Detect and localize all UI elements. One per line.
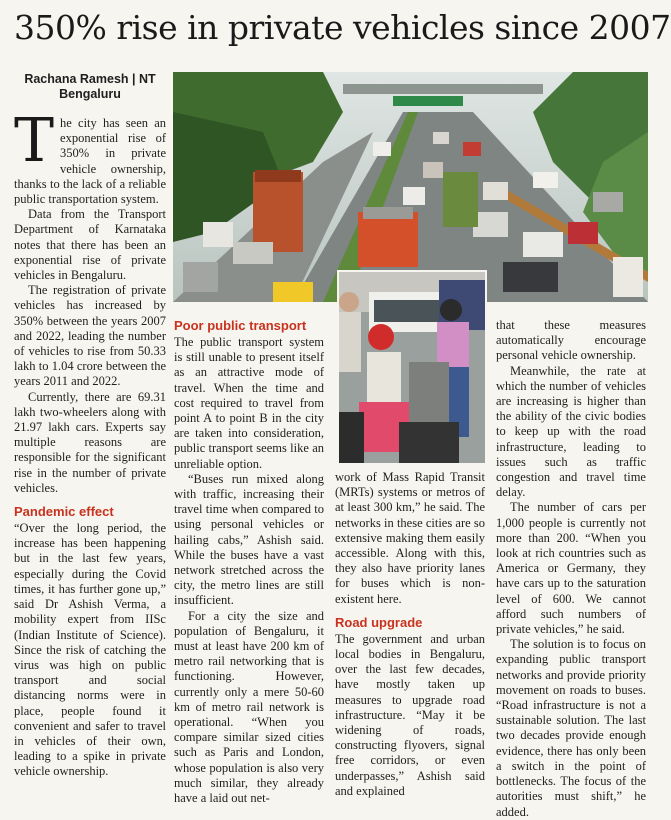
- paragraph: The government and urban local bodies in Bengaluru, over the last few decades, have mostly taken up measures to upgrade road infrastructure. “May it be widening of roads, constructing flyovers, signal free corridors, or even underpasses,” Ashish said and explained: [335, 631, 485, 798]
- subhead-poor-public-transport: Poor public transport: [174, 318, 307, 333]
- paragraph: Currently, there are 69.31 lakh two-wheelers along with 21.97 lakh cars. Experts say multiple reasons are responsible for the significant rise in the number of private vehicles.: [14, 389, 166, 495]
- drop-cap: T: [14, 106, 55, 176]
- paragraph: “Buses run mixed along with traffic, increasing their travel time when compared to using personal vehicles or hailing cabs,” Ashish said. While the buses have a vast network stretched across the city, the metro lines are still insufficient.: [174, 471, 324, 608]
- subhead-pandemic-effect: Pandemic effect: [14, 504, 114, 520]
- paragraph: The solution is to focus on expanding public transport networks and provide priority movement on roads to buses. “Road infrastructure is not a sustainable solution. The last two decades provide enough evidence, there has only been a switch in the point of bottlenecks. The focus of the autorities must shift,” he added.: [496, 637, 646, 819]
- paragraph: “Over the long period, the increase has been happening but in the last few years, especially during the Covid times, it has further gone up,” said Dr Ashish Verma, a mobility expert from IISc (Indian Institute of Science). Since the risk of catching the virus was high on public transport and social distancing norms were in place, people found it convenient and safer to travel in vehicles of their own, leading to a spike in private vehicle ownership.: [14, 521, 166, 779]
- scooter-riders-photo: [337, 270, 487, 465]
- lead-paragraph: The city has seen an exponential rise of 350% in private vehicle ownership, thanks to the lack of a reliable public transportation system.: [14, 106, 166, 207]
- headline: 350% rise in private vehicles since 2007: [14, 8, 671, 47]
- column-1: [14, 72, 166, 780]
- byline: Rachana Ramesh | NT Bengaluru: [24, 72, 156, 101]
- paragraph: The registration of private vehicles has increased by 350% between the years 2007 and 2022, leading the number of vehicles to rise from 50.33 lakh to 1.04 crore between the years 2011 and 2022.: [14, 283, 166, 389]
- paragraph: The public transport system is still unable to present itself as an attractive mode of travel. When the time and cost required to travel from point A to point B in the city are taken into consideration, public transport seems like an unreliable option.: [174, 335, 324, 471]
- paragraph: The number of cars per 1,000 people is currently not more than 200. “When you look at rich countries such as America or Germany, they have cars up to the saturation level of 600. We cannot afford such numbers of private vehicles,” he said.: [496, 500, 646, 637]
- column-3: [335, 470, 485, 799]
- paragraph: that these measures automatically encourage personal vehicle ownership.: [496, 318, 646, 363]
- traffic-jam-photo: [173, 72, 648, 302]
- column-4: [496, 318, 646, 820]
- paragraph: Data from the Transport Department of Karnataka notes that there has been an exponential rise of private vehicles in Bengaluru.: [14, 207, 166, 283]
- column-2: [174, 318, 324, 806]
- paragraph: For a city the size and population of Bengaluru, it must at least have 200 km of metro rail networking that is functioning. However, currently only a mere 50-60 km of metro rail network is operational. “When you compare similar sized cities such as Paris and London, whose population is also very much similar, they already have a laid out net-: [174, 608, 324, 806]
- paragraph: Meanwhile, the rate at which the number of vehicles are increasing is higher than the ability of the civic bodies to keep up with the road infrastructure, leading to issues such as traffic congestion and travel time delay.: [496, 363, 646, 500]
- subhead-road-upgrade: Road upgrade: [335, 614, 423, 630]
- paragraph: work of Mass Rapid Transit (MRTs) systems or metros of at least 300 km,” he said. The networks in these cities are so extensive making them easily accessible. Along with this, they also have priority lanes for buses which is non-existent here.: [335, 470, 485, 606]
